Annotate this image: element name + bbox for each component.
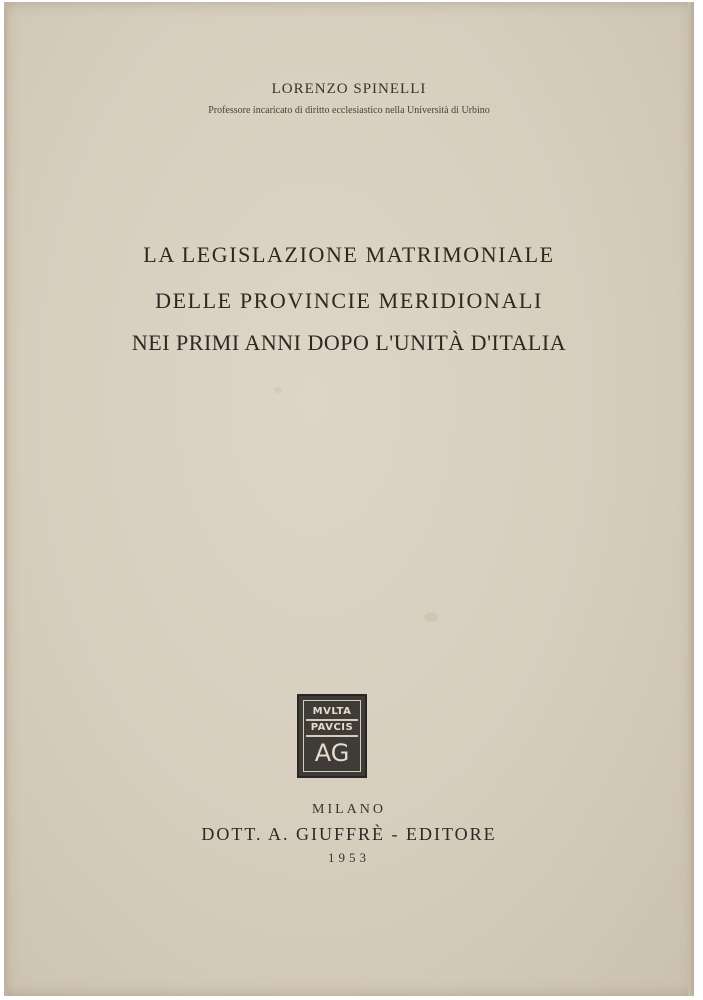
author-affiliation: Professore incaricato di diritto ecclesiastico nella Università di Urbino	[208, 105, 490, 116]
book-cover	[4, 2, 694, 996]
book-title-line-3: NEI PRIMI ANNI DOPO L'UNITÀ D'ITALIA	[131, 330, 567, 355]
author-name: LORENZO SPINELLI	[271, 81, 427, 97]
logo-motto-line-2: PAVCIS	[310, 722, 354, 733]
paper-stain	[274, 387, 282, 393]
cover-right-edge	[688, 2, 694, 996]
paper-stain	[424, 612, 438, 622]
publication-year: 1953	[328, 850, 370, 865]
cover-left-edge	[4, 2, 7, 996]
logo-divider	[306, 735, 358, 737]
publisher-logo	[297, 694, 367, 778]
logo-motto-line-1: MVLTA	[312, 706, 352, 717]
book-title-line-1: LA LEGISLAZIONE MATRIMONIALE	[143, 242, 555, 267]
logo-divider	[306, 719, 358, 721]
publication-city: MILANO	[312, 802, 386, 817]
publisher-name: DOTT. A. GIUFFRÈ - EDITORE	[201, 824, 497, 844]
publisher-logo-frame	[303, 700, 361, 772]
book-title-line-2: DELLE PROVINCIE MERIDIONALI	[155, 288, 543, 313]
logo-initials: AG	[314, 739, 350, 767]
